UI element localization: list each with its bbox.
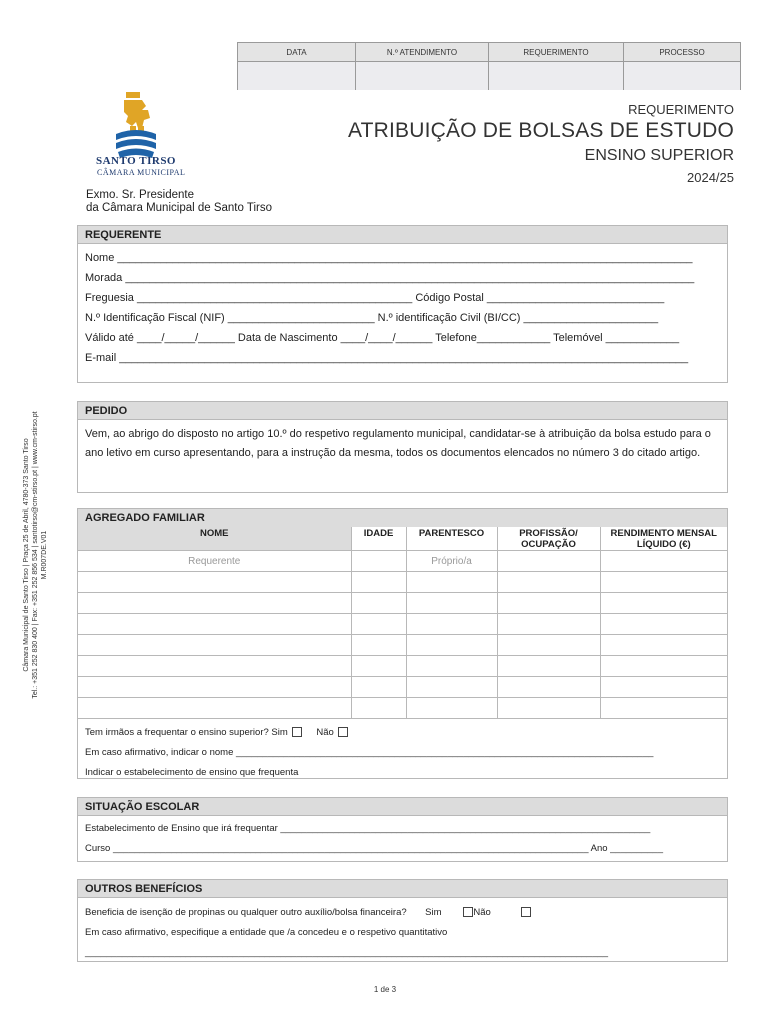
table-cell[interactable] <box>406 593 497 614</box>
table-cell[interactable] <box>406 635 497 656</box>
field-morada[interactable]: Morada _____________________________________________________________________________________________ <box>85 272 695 284</box>
question-irmaos-label: Tem irmãos a frequentar o ensino superior? <box>85 727 269 738</box>
table-cell[interactable] <box>497 572 600 593</box>
pedido-text: Vem, ao abrigo do disposto no artigo 10.º do respetivo regulamento municipal, candidatar-se à atribuição da bolsa estudo para o ano letivo em curso apresentando, para a instrução da mesma, todos os documentos elencados no número 3 do citado artigo. <box>85 428 711 459</box>
table-cell[interactable] <box>497 614 600 635</box>
table-row <box>78 593 727 614</box>
col-parentesco: PARENTESCO <box>406 527 497 551</box>
field-entidade[interactable]: ___________________________________________________________________________________________________ <box>85 947 609 958</box>
table-cell[interactable] <box>497 551 600 572</box>
col-profissao: PROFISSÃO/ OCUPAÇÃO <box>497 527 600 551</box>
table-cell[interactable] <box>600 698 727 719</box>
irmaos-sim-checkbox[interactable] <box>292 727 302 737</box>
addressee-line1: Exmo. Sr. Presidente <box>86 189 195 201</box>
office-field-requerimento[interactable] <box>489 62 624 90</box>
table-row <box>78 635 727 656</box>
table-cell[interactable] <box>78 656 351 677</box>
question-isencao-label: Beneficia de isenção de propinas ou qualquer outro auxílio/bolsa financeira? <box>85 907 407 918</box>
section-header-pedido: PEDIDO <box>78 402 727 420</box>
table-row <box>78 614 727 635</box>
table-row <box>78 551 727 572</box>
addressee-line2: da Câmara Municipal de Santo Tirso <box>86 202 273 214</box>
sidebar-contact-info <box>22 400 49 710</box>
isencao-nao-label: Não <box>473 907 491 918</box>
page-number: 1 de 3 <box>373 985 397 994</box>
agregado-table <box>78 527 727 719</box>
isencao-sim-label: Sim <box>425 907 442 918</box>
table-cell[interactable] <box>600 656 727 677</box>
entidade-label: Em caso afirmativo, especifique a entidade que /a concedeu e o respetivo quantitativo <box>85 927 448 938</box>
field-estabelecimento-irmao[interactable]: Indicar o estabelecimento de ensino que frequenta <box>85 767 299 778</box>
field-validade-nascimento-telefone[interactable]: Válido até ____/_____/______ Data de Nascimento ____/____/______ Telefone____________ Telemóvel ____________ <box>85 332 680 344</box>
table-cell[interactable] <box>351 677 406 698</box>
table-cell[interactable] <box>78 593 351 614</box>
table-row <box>78 572 727 593</box>
field-estabelecimento-ensino[interactable]: Estabelecimento de Ensino que irá frequentar ______________________________________________________________________ <box>85 823 651 834</box>
table-cell[interactable] <box>497 635 600 656</box>
office-header-processo: PROCESSO <box>659 48 705 57</box>
col-nome: NOME <box>78 527 351 551</box>
table-cell[interactable] <box>600 677 727 698</box>
form-kind: REQUERIMENTO <box>628 102 734 117</box>
section-header-situacao: SITUAÇÃO ESCOLAR <box>78 798 727 816</box>
table-cell[interactable] <box>497 656 600 677</box>
section-outros-beneficios <box>77 879 728 962</box>
irmaos-nao-checkbox[interactable] <box>338 727 348 737</box>
question-isencao <box>78 903 727 923</box>
table-cell[interactable] <box>497 677 600 698</box>
section-situacao-escolar <box>77 797 728 862</box>
section-header-outros: OUTROS BENEFÍCIOS <box>78 880 727 898</box>
table-cell[interactable] <box>351 572 406 593</box>
table-cell[interactable] <box>406 677 497 698</box>
table-cell[interactable] <box>351 593 406 614</box>
office-field-processo[interactable] <box>624 62 740 90</box>
table-cell[interactable] <box>600 551 727 572</box>
table-cell[interactable] <box>497 593 600 614</box>
table-cell[interactable] <box>406 572 497 593</box>
sidebar-line3: M.R007DE.V01 <box>41 530 48 580</box>
field-nome-irmao[interactable]: Em caso afirmativo, indicar o nome _______________________________________________________________________________ <box>85 747 654 758</box>
field-nif-bi-cc[interactable]: N.º Identificação Fiscal (NIF) ________________________ N.º identificação Civil (BI/CC) ______________________ <box>85 312 659 324</box>
office-field-data[interactable] <box>238 62 356 90</box>
table-cell[interactable] <box>351 614 406 635</box>
col-rendimento: RENDIMENTO MENSAL LÍQUIDO (€) <box>600 527 727 551</box>
table-cell[interactable] <box>600 572 727 593</box>
table-cell[interactable] <box>406 614 497 635</box>
section-pedido <box>77 401 728 493</box>
form-year: 2024/25 <box>687 170 734 185</box>
table-cell[interactable] <box>351 635 406 656</box>
addressee <box>86 189 272 215</box>
table-cell[interactable] <box>78 572 351 593</box>
office-header-requerimento: REQUERIMENTO <box>489 43 624 61</box>
table-cell[interactable] <box>600 635 727 656</box>
office-header-data: DATA <box>238 43 356 61</box>
table-cell[interactable]: Próprio/a <box>406 551 497 572</box>
col-idade: IDADE <box>351 527 406 551</box>
sidebar-line1: Câmara Municipal de Santo Tirso | Praça 25 de Abril, 4780-373 Santo Tirso <box>23 438 30 672</box>
table-cell[interactable] <box>351 698 406 719</box>
office-header-atendimento: N.º ATENDIMENTO <box>356 43 489 61</box>
office-use-box <box>237 42 741 90</box>
field-email[interactable]: E-mail _____________________________________________________________________________________________ <box>85 352 689 364</box>
logo-subtitle: CÂMARA MUNICIPAL <box>97 168 186 177</box>
table-cell[interactable] <box>78 614 351 635</box>
table-cell[interactable] <box>600 593 727 614</box>
table-cell[interactable] <box>351 656 406 677</box>
table-cell[interactable] <box>78 635 351 656</box>
table-row <box>78 698 727 719</box>
irmaos-sim-label: Sim <box>271 727 288 738</box>
table-row <box>78 656 727 677</box>
section-header-requerente: REQUERENTE <box>78 226 727 244</box>
section-requerente <box>77 225 728 383</box>
form-level: ENSINO SUPERIOR <box>584 147 734 164</box>
section-agregado-familiar <box>77 508 728 779</box>
table-cell[interactable] <box>78 677 351 698</box>
field-nome[interactable]: Nome ______________________________________________________________________________________________ <box>85 252 693 264</box>
table-cell[interactable] <box>406 656 497 677</box>
isencao-nao-checkbox[interactable] <box>521 907 531 917</box>
field-curso-ano[interactable]: Curso __________________________________________________________________________________________ Ano __________ <box>85 843 663 854</box>
sidebar-line2: Tel.: +351 252 830 400 | Fax: +351 252 856 534 | santotirso@cm-stirso.pt | www.cm-stirso.pt <box>32 411 39 699</box>
table-cell[interactable] <box>78 698 351 719</box>
table-cell[interactable] <box>600 614 727 635</box>
page-title: ATRIBUIÇÃO DE BOLSAS DE ESTUDO <box>347 119 734 142</box>
logo-name: SANTO TIRSO <box>96 155 176 167</box>
field-freguesia-codigo-postal[interactable]: Freguesia _____________________________________________ Código Postal _____________________________ <box>85 292 665 304</box>
table-row <box>78 677 727 698</box>
table-cell[interactable] <box>406 698 497 719</box>
section-header-agregado: AGREGADO FAMILIAR <box>78 509 727 527</box>
isencao-sim-checkbox[interactable] <box>463 907 473 917</box>
table-cell[interactable] <box>497 698 600 719</box>
table-cell[interactable] <box>351 551 406 572</box>
table-cell[interactable]: Requerente <box>78 551 351 572</box>
irmaos-nao-label: Não <box>316 727 334 738</box>
question-irmaos <box>78 723 727 743</box>
office-field-atendimento[interactable] <box>356 62 489 90</box>
